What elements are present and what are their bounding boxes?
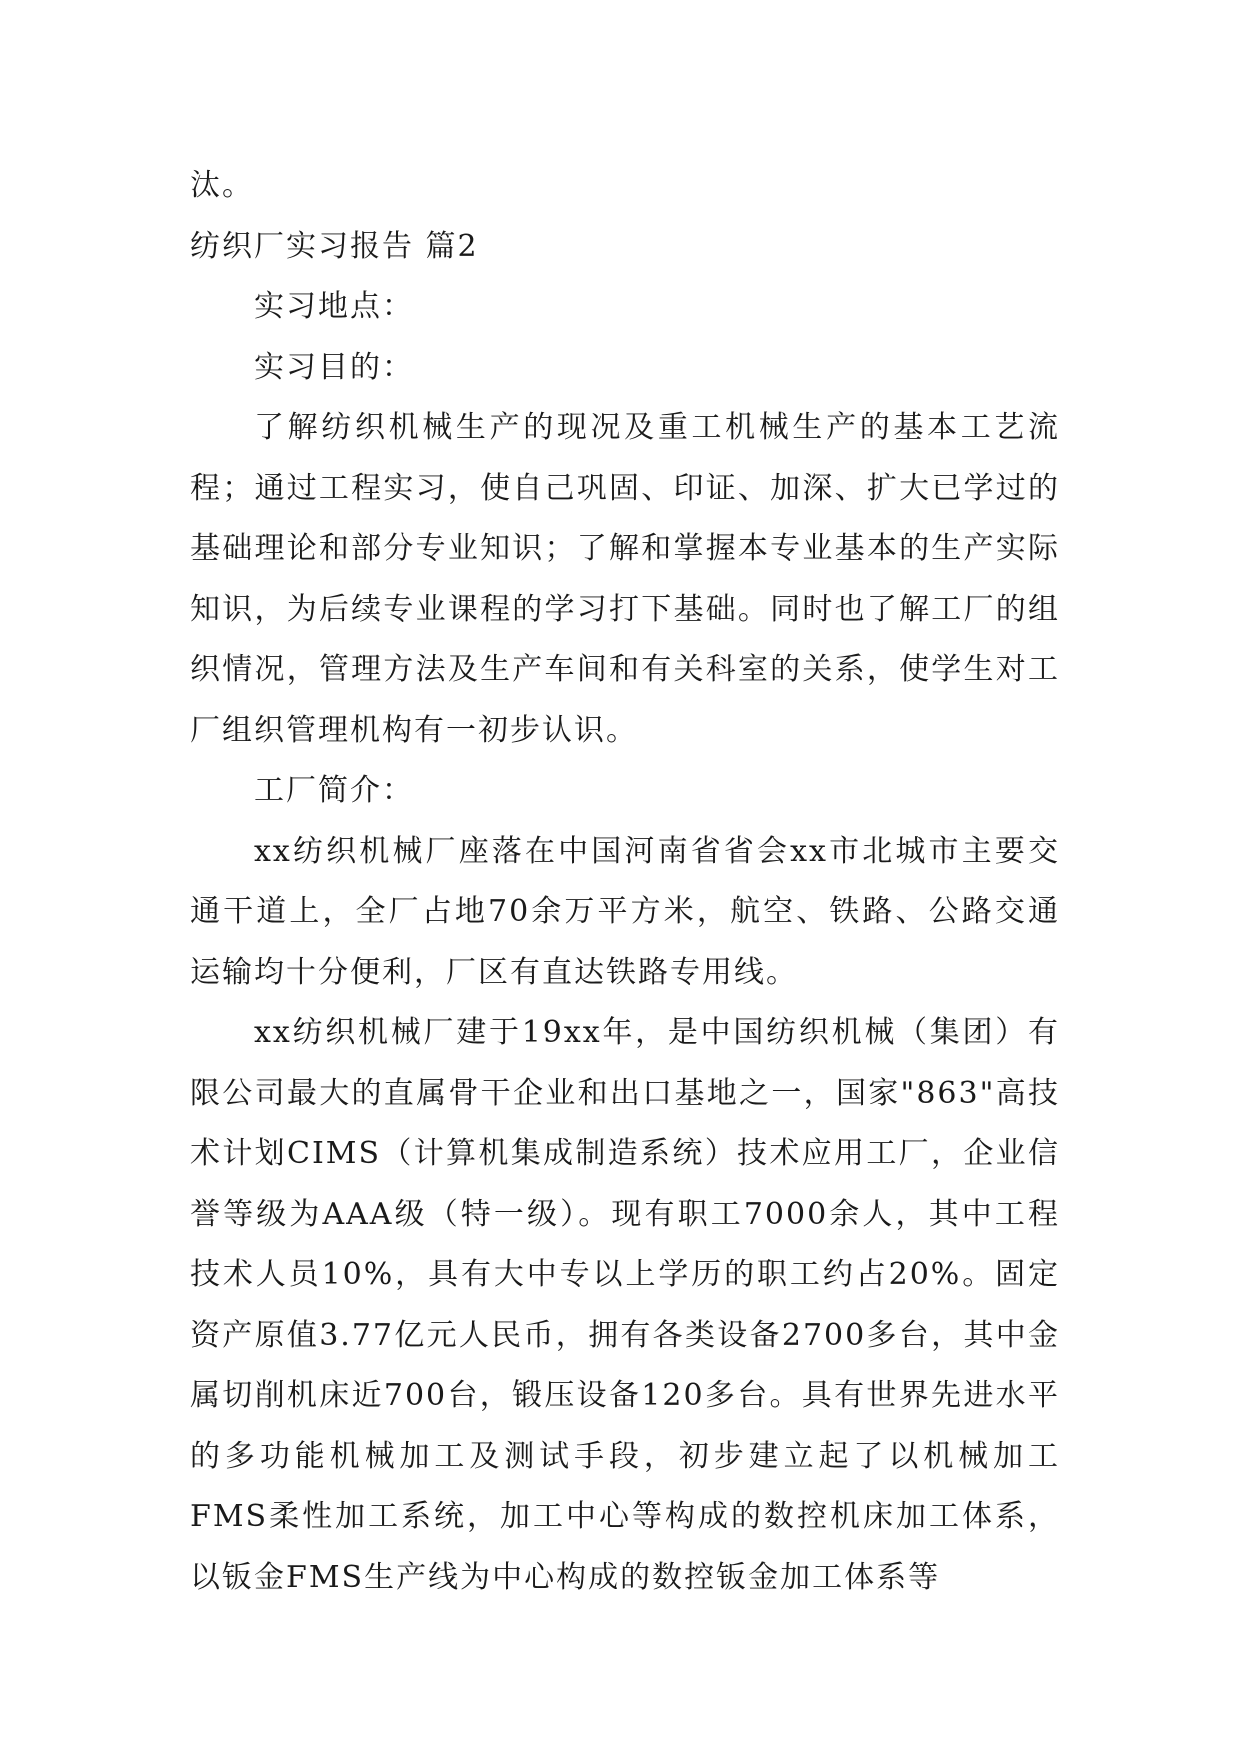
factory-intro-paragraph-2: xx纺织机械厂建于19xx年，是中国纺织机械（集团）有限公司最大的直属骨干企业和出口基地之一，国家"863"高技术计划CIMS（计算机集成制造系统）技术应用工厂，企业信誉等级为AAA级（特一级）。现有职工7000余人，其中工程技术人员10%，具有大中专以上学历的职工约占20%。固定资产原值3.77亿元人民币，拥有各类设备2700多台，其中金属切削机床近700台，锻压设备120多台。具有世界先进水平的多功能机械加工及测试手段，初步建立起了以机械加工FMS柔性加工系统，加工中心等构成的数控机床加工体系，以钣金FMS生产线为中心构成的数控钣金加工体系等 [190, 1015, 1060, 1595]
continued-text: 汰。 [190, 168, 254, 203]
section-heading: 纺织厂实习报告 篇2 [190, 228, 479, 264]
internship-purpose-label: 实习目的： [254, 349, 414, 385]
internship-location-label: 实习地点： [254, 289, 414, 324]
document-body [190, 156, 1060, 1608]
factory-intro-label: 工厂简介： [254, 773, 414, 808]
factory-intro-paragraph-1: xx纺织机械厂座落在中国河南省省会xx市北城市主要交通干道上，全厂占地70余万平方米，航空、铁路、公路交通运输均十分便利，厂区有直达铁路专用线。 [190, 833, 1060, 990]
internship-purpose-paragraph: 了解纺织机械生产的现况及重工机械生产的基本工艺流程；通过工程实习，使自己巩固、印证、加深、扩大已学过的基础理论和部分专业知识；了解和掌握本专业基本的生产实际知识，为后续专业课程的学习打下基础。同时也了解工厂的组织情况，管理方法及生产车间和有关科室的关系，使学生对工厂组织管理机构有一初步认识。 [190, 410, 1060, 748]
